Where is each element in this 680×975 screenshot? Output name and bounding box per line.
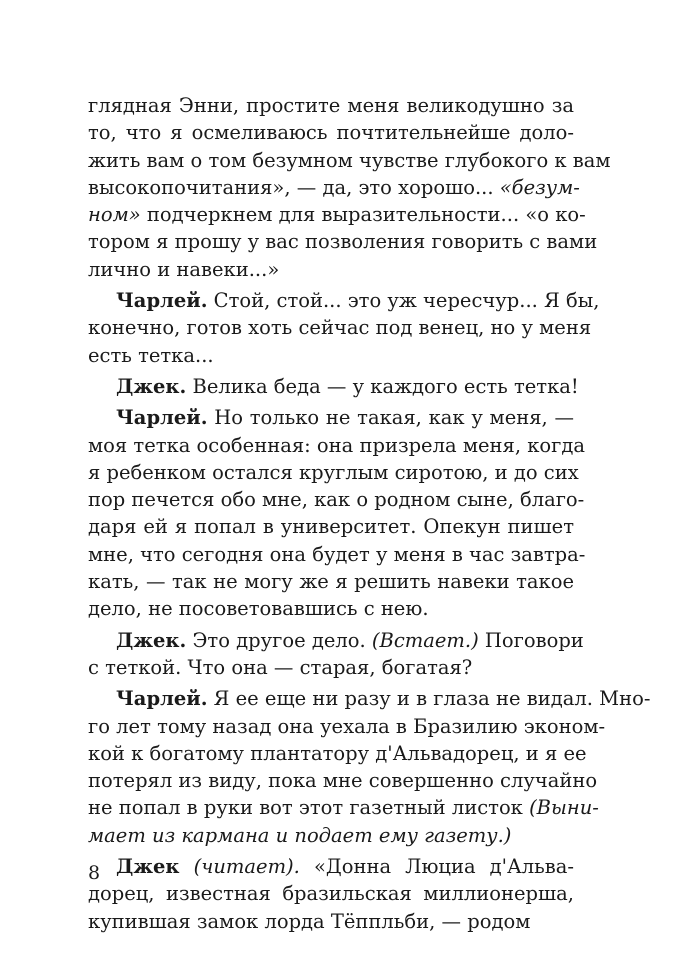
- text-line: [88, 404, 574, 431]
- line-text: глядная Энни, простите меня великодушно за: [88, 94, 574, 117]
- line-text: Но только не такая, как у меня, —: [207, 406, 574, 430]
- text-line: [88, 853, 574, 880]
- stage-direction: мает из кармана и подает ему газету.): [88, 823, 512, 847]
- line-text: потерял из виду, пока мне совершенно случайно: [88, 769, 598, 793]
- text-line: [88, 459, 579, 486]
- line-text: купившая замок лорда Тёппльби, — родом: [88, 909, 531, 933]
- stage-direction: ном»: [88, 203, 141, 227]
- line-text: то, что я осмеливаюсь почтительнейше доло-: [88, 121, 574, 145]
- text-line: [88, 486, 585, 513]
- line-text: не попал в руки вот этот газетный листок: [88, 796, 530, 820]
- line-text: Велика беда — у каждого есть тетка!: [186, 374, 579, 398]
- text-line: [88, 595, 574, 622]
- line-text: [180, 855, 194, 878]
- line-text: моя тетка особенная: она призрела меня, когда: [88, 433, 585, 457]
- text-line: [88, 92, 574, 119]
- text-line: [88, 794, 599, 821]
- line-text: есть тетка...: [88, 343, 214, 367]
- line-text: дорец, известная бразильская миллионерша,: [88, 882, 574, 906]
- text-line: [88, 541, 586, 568]
- line-text: жить вам о том безумном чувстве глубокого к вам: [88, 148, 611, 172]
- text-line: [88, 740, 587, 767]
- text-line: [88, 314, 592, 341]
- line-text: даря ей я попал в университет. Опекун пишет: [88, 515, 574, 539]
- line-text: высокопочитания», — да, это хорошо...: [88, 175, 500, 199]
- speaker-name: Чарлей.: [116, 289, 208, 313]
- line-text: Я ее еще ни разу и в глаза не видал. Мно-: [207, 687, 651, 711]
- line-text: Это другое дело.: [186, 628, 372, 652]
- body-text: [88, 92, 651, 935]
- text-line: [88, 432, 585, 459]
- stage-direction: (Встает.): [371, 628, 479, 652]
- line-text: Стой, стой... это уж чересчур... Я бы,: [207, 289, 600, 313]
- text-line: [88, 767, 598, 794]
- line-text: подчеркнем для выразительности... «о ко-: [140, 203, 586, 227]
- text-line: [88, 627, 584, 654]
- line-text: кой к богатому плантатору д'Альвадорец, и я ее: [88, 741, 587, 765]
- line-text: с теткой. Что она — старая, богатая?: [88, 655, 473, 679]
- text-line: [88, 373, 579, 400]
- line-text: го лет тому назад она уехала в Бразилию эконом-: [88, 714, 606, 738]
- page-number: 8: [88, 862, 101, 884]
- line-text: тором я прошу у вас позволения говорить с вами: [88, 230, 598, 254]
- text-line: [88, 256, 574, 283]
- text-line: [88, 228, 598, 255]
- text-line: [88, 908, 574, 935]
- stage-direction: (Выни-: [529, 796, 599, 820]
- text-line: [88, 713, 606, 740]
- line-text: конечно, готов хоть сейчас под венец, но у меня: [88, 316, 592, 340]
- speaker-name: Джек: [116, 855, 180, 879]
- line-text: пор печется обо мне, как о родном сыне, благо-: [88, 488, 585, 512]
- text-line: [88, 513, 574, 540]
- speaker-name: Джек.: [116, 628, 187, 652]
- speaker-name: Чарлей.: [116, 687, 208, 711]
- line-text: Поговори: [478, 628, 584, 652]
- text-line: [88, 119, 574, 146]
- line-text: лично и навеки...»: [88, 257, 280, 281]
- line-text: дело, не посоветовавшись с нею.: [88, 597, 429, 621]
- text-line: [88, 201, 586, 228]
- stage-direction: (читает).: [193, 855, 300, 879]
- speaker-name: Джек.: [116, 374, 187, 398]
- text-line: [88, 287, 600, 314]
- text-line: [88, 685, 651, 712]
- text-line: [88, 147, 611, 174]
- text-line: [88, 568, 574, 595]
- line-text: я ребенком остался круглым сиротою, и до сих: [88, 460, 579, 484]
- text-line: [88, 342, 574, 369]
- stage-direction: «безум-: [499, 175, 580, 199]
- speaker-name: Чарлей.: [116, 406, 208, 430]
- line-text: мне, что сегодня она будет у меня в час завтра-: [88, 542, 586, 566]
- text-line: [88, 174, 580, 201]
- text-line: [88, 880, 574, 907]
- text-line: [88, 654, 574, 681]
- text-line: [88, 822, 574, 849]
- line-text: кать, — так не могу же я решить навеки такое: [88, 570, 574, 594]
- line-text: «Донна Люциа д'Альва-: [299, 855, 574, 879]
